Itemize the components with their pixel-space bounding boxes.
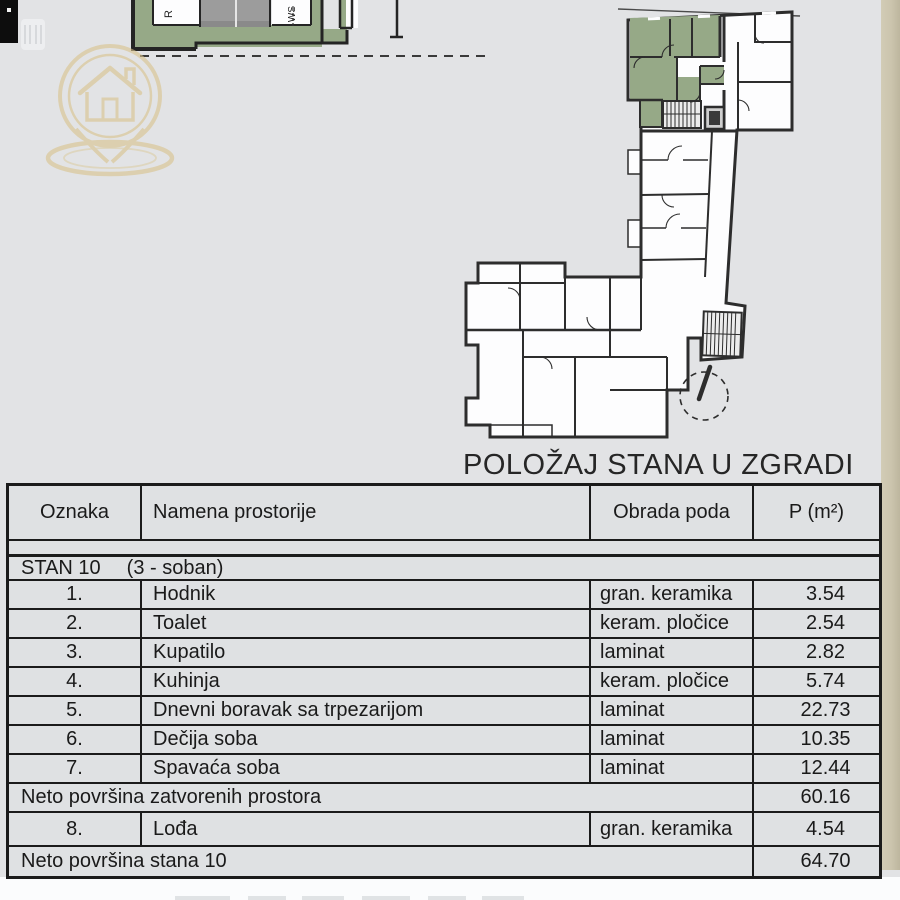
- row-area: 10.35: [752, 726, 879, 753]
- table-row: [9, 639, 879, 668]
- row-name: Spavaća soba: [140, 755, 589, 782]
- row-name: Lođa: [140, 813, 589, 845]
- spacer-row: [9, 541, 879, 557]
- total-label: Neto površina stana 10: [21, 850, 227, 872]
- row-floor: keram. pločice: [589, 668, 752, 695]
- stairs-lower: [702, 311, 742, 356]
- row-num: 5.: [66, 699, 83, 721]
- room-spec-table: [6, 483, 882, 879]
- row-name: Dnevni boravak sa trpezarijom: [140, 697, 589, 724]
- row-name: Kuhinja: [140, 668, 589, 695]
- row-name: Hodnik: [140, 581, 589, 608]
- row-area: 22.73: [752, 697, 879, 724]
- header-oznaka: Oznaka: [40, 501, 109, 523]
- row-floor: gran. keramika: [589, 813, 752, 845]
- header-obrada: Obrada poda: [589, 486, 752, 539]
- elevator: [705, 107, 724, 129]
- total-area: 64.70: [752, 847, 879, 876]
- row-area: 12.44: [752, 755, 879, 782]
- row-num: 6.: [66, 728, 83, 750]
- row-name: Kupatilo: [140, 639, 589, 666]
- table-row: [9, 610, 879, 639]
- fragment-room-r-label: R: [163, 10, 175, 18]
- row-num: 3.: [66, 641, 83, 663]
- row-name: Toalet: [140, 610, 589, 637]
- row-area: 5.74: [752, 668, 879, 695]
- subtotal-label: Neto površina zatvorenih prostora: [21, 786, 322, 808]
- row-floor: laminat: [589, 726, 752, 753]
- row-area: 4.54: [752, 813, 879, 845]
- row-area: 2.82: [752, 639, 879, 666]
- table-row: [9, 697, 879, 726]
- row-num: 8.: [66, 817, 83, 840]
- row-num: 2.: [66, 612, 83, 634]
- header-namena: Namena prostorije: [140, 486, 589, 539]
- row-area: 2.54: [752, 610, 879, 637]
- row-floor: laminat: [589, 639, 752, 666]
- row-num: 1.: [66, 583, 83, 605]
- total-row: [9, 847, 879, 876]
- row-floor: gran. keramika: [589, 581, 752, 608]
- row-name: Dečija soba: [140, 726, 589, 753]
- table-row: [9, 813, 879, 847]
- row-area: 3.54: [752, 581, 879, 608]
- floor-plan-fragment: [133, 0, 492, 56]
- table-row: [9, 668, 879, 697]
- subtotal-row: [9, 784, 879, 813]
- row-num: 7.: [66, 757, 83, 779]
- row-num: 4.: [66, 670, 83, 692]
- house-pin-logo-watermark: [48, 46, 172, 174]
- stairs-upper: [663, 101, 701, 128]
- table-row: [9, 581, 879, 610]
- row-floor: laminat: [589, 755, 752, 782]
- table-row: [9, 755, 879, 784]
- table-header-row: [9, 486, 879, 541]
- section-row: [9, 557, 879, 581]
- subtotal-area: 60.16: [752, 784, 879, 811]
- row-floor: keram. pločice: [589, 610, 752, 637]
- section-type: (3 - soban): [126, 557, 224, 579]
- section-name: STAN 10: [21, 557, 101, 579]
- plan-caption: POLOŽAJ STANA U ZGRADI: [463, 449, 854, 481]
- row-floor: laminat: [589, 697, 752, 724]
- header-povrsina: P (m²): [752, 486, 879, 539]
- fragment-room-ws-label: WS: [287, 5, 298, 23]
- floor-plan-building: [466, 9, 800, 437]
- table-row: [9, 726, 879, 755]
